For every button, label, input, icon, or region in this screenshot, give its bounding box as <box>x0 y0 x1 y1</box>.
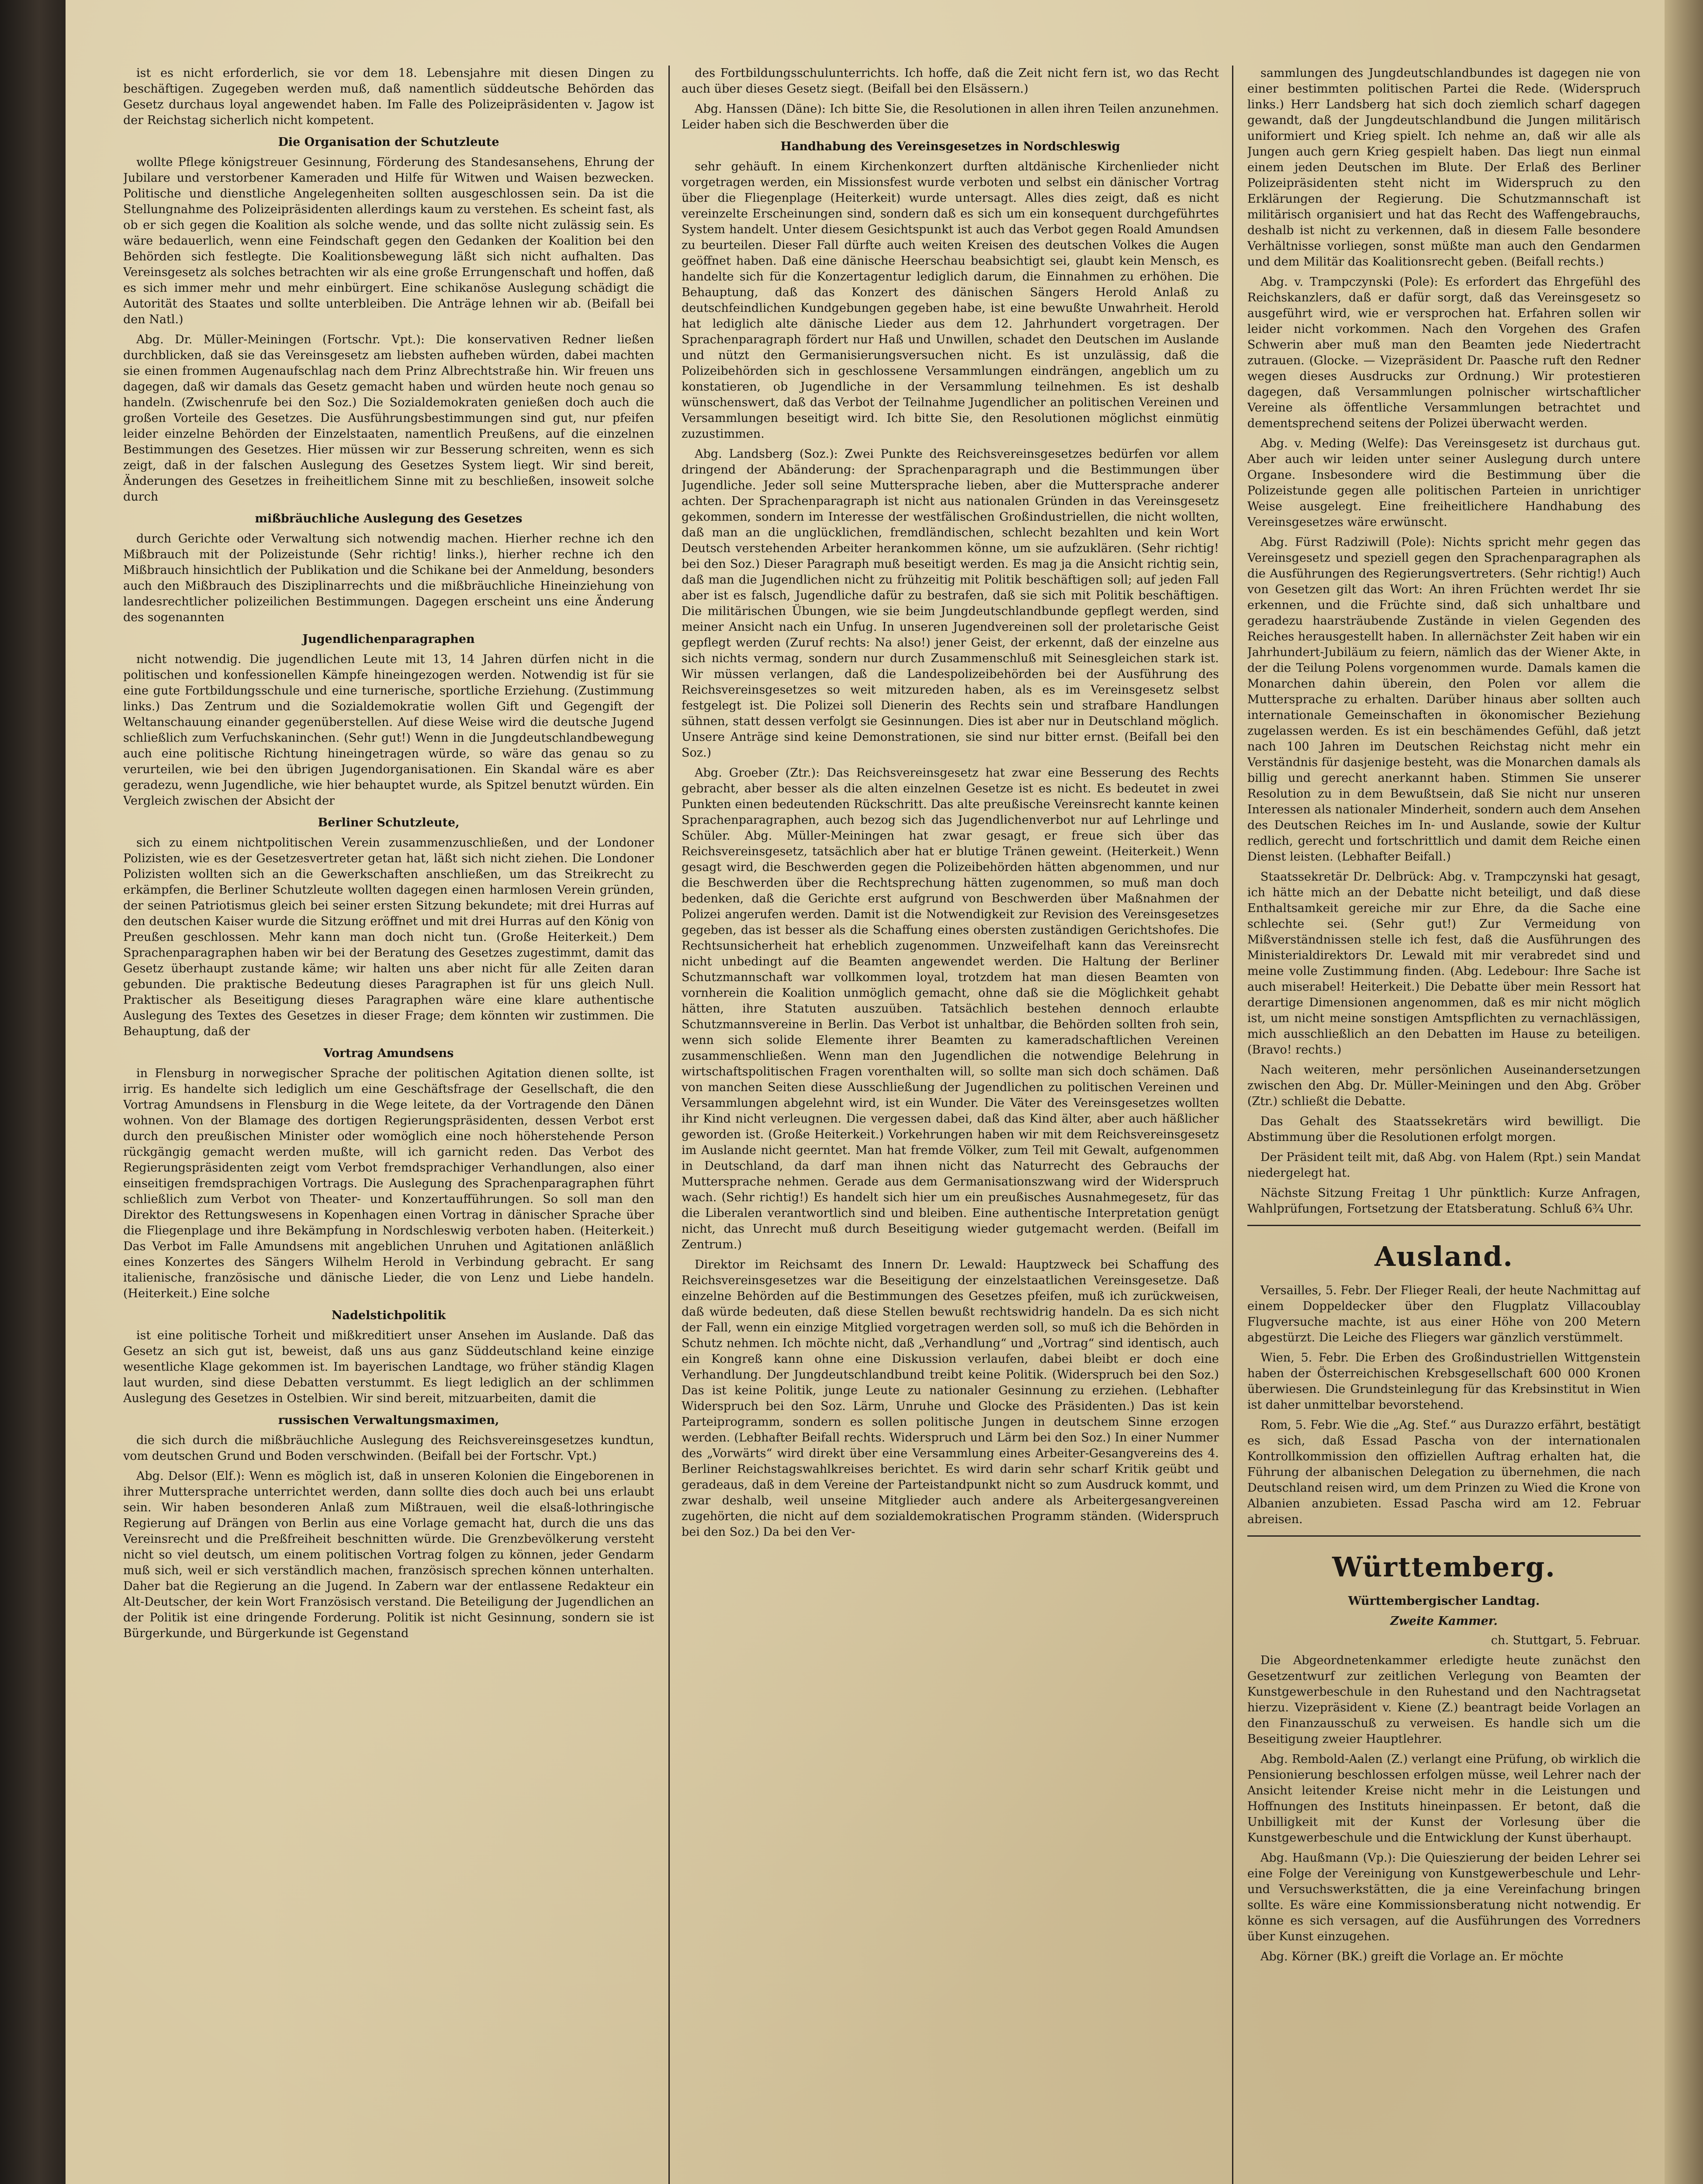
subheading: mißbräuchliche Auslegung des Gesetzes <box>255 512 523 525</box>
paragraph: sehr gehäuft. In einem Kirchenkonzert durften altdänische Kirchenlieder nicht vorgetragen werden, ein Missionsfest wurde verboten und selbst ein dänischer Vortrag über die Fliegenplage (Heiterkeit) wurde untersagt. Alles dies zeigt, daß es nicht vereinzelte Erscheinungen sind, sondern daß es sich um ein konsequent durchgeführtes System handelt. Unter diesem Gesichtspunkt ist auch das Verbot gegen Roald Amundsen zu beurteilen. Dieser Fall dürfte auch weiten Kreisen des deutschen Volkes die Augen geöffnet haben. Daß eine dänische Heerschau beabsichtigt sei, glaubt kein Mensch, es handelte sich für die Konzertagentur lediglich darum, die Einnahmen zu erhöhen. Die Behauptung, daß das Konzert des dänischen Sängers Herold Anlaß zu deutschfeindlichen Kundgebungen gegeben habe, ist eine bewußte Unwahrheit. Herold hat lediglich alte dänische Lieder aus dem 12. Jahrhundert vorgetragen. Der Sprachenparagraph fördert nur Haß und Unwillen, schadet den Deutschen im Auslande und nützt den Germanisierungsversuchen nicht. Es ist unzulässig, daß die Polizeibehörden sich in geschlossene Versammlungen eindrängen, angeblich um zu konstatieren, ob Jugendliche in der Versammlung teilnehmen. Es ist deshalb wünschenswert, daß das Verbot der Teilnahme Jugendlicher an politischen Vereinen und Versammlungen beseitigt wird. Ich bitte Sie, den Resolutionen möglichst einmütig zuzustimmen. <box>682 160 1219 441</box>
book-binding <box>0 0 66 2184</box>
paragraph: Abg. Rembold-Aalen (Z.) verlangt eine Prüfung, ob wirklich die Pensionierung beschlossen erfolgen müsse, weil Lehrer nach der Ansicht leitender Kreise nicht mehr in die Leistungen und Hoffnungen des Instituts hineinpassen. Er betont, daß die Unbilligkeit mit der Kunst der Vorlesung über die Kunstgewerbeschule und die Entwicklung der Kunst überhaupt. <box>1247 1752 1641 1845</box>
section-divider <box>1247 1225 1641 1226</box>
paragraph: Abg. Landsberg (Soz.): Zwei Punkte des Reichsvereinsgesetzes bedürfen vor allem dringend der Abänderung: der Sprachenparagraph und die Bestimmungen über Jugendliche. Jeder soll seine Muttersprache lieben, aber die Muttersprache anderer achten. Der Sprachenparagraph ist nicht aus nationalen Gründen in das Vereinsgesetz gekommen, sondern im Interesse der westfälischen Großindustriellen, die nicht wollten, daß man an die unglücklichen, fremdländischen, schlecht bezahlten und kein Wort Deutsch verstehenden Arbeiter herankommen könne, um sie aufzuklären. (Sehr richtig! bei den Soz.) Dieser Paragraph muß beseitigt werden. Es mag ja die Ansicht richtig sein, daß man die Jugendlichen nicht zu frühzeitig mit Politik beschäftigen soll; auf jeden Fall aber ist es falsch, Jugendliche dafür zu bestrafen, daß sie sich mit Politik beschäftigen. Die militärischen Übungen, wie sie beim Jungdeutschlandbunde gepflegt werden, sind meiner Ansicht nach ein Unfug. In unseren Jugendvereinen soll der proletarische Geist gepflegt werden (Zuruf rechts: Na also!) jener Geist, der erkennt, daß der einzelne aus sich nichts vermag, sondern nur durch Zusammenschluß mit Seinesgleichen stark ist. Wir müssen verlangen, daß die Landespolizeibehörden bei der Ausführung des Reichsvereinsgesetzes so weit mitzureden haben, als es im Vereinsgesetz selbst festgelegt ist. Die Polizei soll Dienerin des Rechts sein und strafbare Handlungen sühnen, statt dessen verfolgt sie Gesinnungen. Dies ist aber nur in Deutschland möglich. Unsere Anträge sind keine Demonstrationen, sie sind nur bitter ernst. (Beifall bei den Soz.) <box>682 447 1219 760</box>
subheading: Handhabung des Vereinsgesetzes in Nordschleswig <box>780 140 1120 153</box>
paragraph: Abg. Fürst Radziwill (Pole): Nichts spricht mehr gegen das Vereinsgesetz und speziell gegen den Sprachenparagraphen als die Ausführungen des Regierungsvertreters. (Sehr richtig!) Auch von Gesetzen gilt das Wort: An ihren Früchten werdet Ihr sie erkennen, und die Früchte sind, daß sich unhaltbare und geradezu haarsträubende Zustände in vielen Gegenden des Reiches herausgestellt haben. In allernächster Zeit haben wir ein Jahrhundert-Jubiläum zu feiern, nämlich das der Wiener Akte, in der die Teilung Polens vorgenommen wurde. Damals kamen die Monarchen dahin überein, den Polen vor allem die Muttersprache zu erhalten. Darüber hinaus aber sollten auch internationale Gemeinschaften in ökonomischer Beziehung zugelassen werden. Es ist ein beschämendes Gefühl, daß jetzt nach 100 Jahren im Deutschen Reichstag nicht mehr ein Verständnis für dasjenige besteht, was die Monarchen damals als billig und gerecht anerkannt haben. Stimmen Sie unserer Resolution zu in dem Bewußtsein, daß Sie nicht nur unseren Interessen als nationaler Minderheit, sondern auch dem Ansehen des Deutschen Reiches im In- und Auslande, sowie der Kultur redlich, gerecht und fortschrittlich und damit dem Reiche einen Dienst leisten. (Lebhafter Beifall.) <box>1247 536 1641 864</box>
subheading: Vortrag Amundsens <box>323 1047 454 1060</box>
paragraph: ist es nicht erforderlich, sie vor dem 18. Lebensjahre mit diesen Dingen zu beschäftigen. Zugegeben werden muß, daß namentlich süddeutsche Behörden das Gesetz durchaus loyal angewendet haben. Im Falle des Polizeipräsidenten v. Jagow ist der Reichstag sicherlich nicht kompetent. <box>123 66 654 127</box>
paragraph: Abg. v. Trampczynski (Pole): Es erfordert das Ehrgefühl des Reichskanzlers, daß er dafür sorgt, daß das Vereinsgesetz so ausgeführt wird, wie er versprochen hat. Erfahren sollen wir leider nicht vorkommen. Nach den Vorgehen des Grafen Schwerin aber muß man den Beamten jede Niedertracht zutrauen. (Glocke. — Vizepräsident Dr. Paasche ruft den Redner wegen dieses Ausdrucks zur Ordnung.) Wir protestieren dagegen, daß Versammlungen polnischer wirtschaftlicher Vereine als öffentliche Versammlungen betrachtet und dementsprechend seitens der Polizei überwacht werden. <box>1247 275 1641 430</box>
paragraph: durch Gerichte oder Verwaltung sich notwendig machen. Hierher rechne ich den Mißbrauch mit der Polizeistunde (Sehr richtig! links.), hierher rechne ich den Mißbrauch hinsichtlich der Publikation und die Schikane bei der Anmeldung, besonders auch den Mißbrauch des Disziplinarrechts und die mißbräuchliche Hineinziehung von landesrechtlicher polizeilichen Bestimmungen. Dagegen erscheint uns eine Änderung des sogenannten <box>123 532 654 624</box>
paragraph: Direktor im Reichsamt des Innern Dr. Lewald: Hauptzweck bei Schaffung des Reichsvereinsgesetzes war die Beseitigung der einzelstaatlichen Vereinsgesetze. Daß einzelne Behörden auf die Bestimmungen des Gesetzes pfeifen, muß ich zurückweisen, daß würde bedeuten, daß diese Stellen bewußt rechtswidrig handeln. Da es sich nicht der Fall, wenn ein einzige Mitglied vorgetragen werden soll, so muß ich die Behörden in Schutz nehmen. Ich möchte nicht, daß „Verhandlung“ und „Vortrag“ sind identisch, auch ein Kongreß kann ohne eine Diskussion verlaufen, dabei bleibt er doch eine Verhandlung. Der Jungdeutschlandbund treibt keine Politik. (Widerspruch bei den Soz.) Das ist keine Politik, junge Leute zu nationaler Gesinnung zu erziehen. (Lebhafter Widerspruch bei den Soz. Lärm, Unruhe und Glocke des Präsidenten.) Das ist kein Parteiprogramm, sondern es sollen politische Jungen in deutschem Sinne erzogen werden. (Lebhafter Beifall rechts. Widerspruch und Lärm bei den Soz.) In einer Nummer des „Vorwärts“ wird direkt über eine Versammlung eines Arbeiter-Gesangvereins des 4. Berliner Reichstagswahlkreises berichtet. Es wird darin sehr scharf Kritik geübt und geradeaus, daß in dem Vereine der Parteistandpunkt nicht so zum Ausdruck kommt, und zwar deshalb, weil unseine Mitglieder auch andere als Arbeitergesangvereinen zugehörten, die nicht auf dem sozialdemokratischen Programm ständen. (Widerspruch bei den Soz.) Da bei den Ver- <box>682 1258 1219 1539</box>
column-3 <box>1247 66 1641 2184</box>
paragraph: sich zu einem nichtpolitischen Verein zusammenzuschließen, und der Londoner Polizisten, wie es der Gesetzesvertreter getan hat, läßt sich nicht ziehen. Die Londoner Polizisten wollten sich an die Gewerkschaften anschließen, um das Streikrecht zu erkämpfen, die Berliner Schutzleute wollten dagegen einen harmlosen Verein gründen, der seinen Patriotismus gleich bei seiner ersten Sitzung bekundete; mit drei Hurras auf den deutschen Kaiser wurde die Sitzung eröffnet und mit drei Hurras auf den König von Preußen geschlossen. Mehr kann man doch nicht tun. (Große Heiterkeit.) Dem Sprachenparagraphen haben wir bei der Beratung des Gesetzes zugestimmt, damit das Gesetz überhaupt zustande käme; wir halten uns aber nicht für alle Zeiten daran gebunden. Die praktische Bedeutung dieses Paragraphen ist für uns gleich Null. Praktischer als Beseitigung dieses Paragraphen wäre eine klare authentische Auslegung des Textes des Gesetzes in dieser Frage; dem könnten wir zustimmen. Die Behauptung, daß der <box>123 836 654 1038</box>
paragraph: Abg. Hanssen (Däne): Ich bitte Sie, die Resolutionen in allen ihren Teilen anzunehmen. Leider haben sich die Beschwerden über die <box>682 102 1219 131</box>
section-heading-wuerttemberg: Württemberg. <box>1332 1551 1556 1583</box>
section-divider <box>1247 1535 1641 1537</box>
dateline: ch. Stuttgart, 5. Februar. <box>1491 1634 1641 1647</box>
paragraph: Das Gehalt des Staatssekretärs wird bewilligt. Die Abstimmung über die Resolutionen erfolgt morgen. <box>1247 1115 1641 1144</box>
paragraph: nicht notwendig. Die jugendlichen Leute mit 13, 14 Jahren dürfen nicht in die politischen und konfessionellen Kämpfe hineingezogen werden. Notwendig ist für sie eine gute Fortbildungsschule und eine turnerische, sportliche Erziehung. (Zustimmung links.) Das Zentrum und die Sozialdemokratie wollen Gift und Gegengift der Weltanschauung einander gegenüberstellen. Auf diese Weise wird die deutsche Jugend schließlich zum Verfuchskaninchen. (Sehr gut!) Wenn in die Jungdeutschlandbewegung auch eine politische Richtung hineingetragen würde, so wäre das genau so zu verurteilen, wie bei den übrigen Jugendorganisationen. Ein Skandal wäre es aber geradezu, wenn Jugendliche, wie hier behauptet wurde, als Spitzel benutzt würden. Ein Vergleich zwischen der Absicht der <box>123 653 654 808</box>
subheading: Die Organisation der Schutzleute <box>278 135 499 149</box>
paragraph: wollte Pflege königstreuer Gesinnung, Förderung des Standesansehens, Ehrung der Jubilare und verstorbener Kameraden und Hilfe für Witwen und Waisen bezwecken. Politische und dienstliche Angelegenheiten sollten ausgeschlossen sein. Da ist die Stellungnahme des Polizeipräsidenten allerdings kaum zu verstehen. Es scheint fast, als ob er sich gegen die Koalition als solche wende, und das sollte nicht zulässig sein. Es wäre bedauerlich, wenn eine Feindschaft gegen den Gedanken der Koalition bei den Behörden sich festlegte. Die Koalitionsbewegung läßt sich nicht aufhalten. Das Vereinsgesetz als solches betrachten wir als eine große Errungenschaft und hoffen, daß es sich immer mehr und mehr einbürgert. Eine schikanöse Auslegung schädigt die Autorität des Staates und sollte unterbleiben. Die Anträge lehnen wir ab. (Beifall bei den Natl.) <box>123 156 654 326</box>
news-item: Wien, 5. Febr. Die Erben des Großindustriellen Wittgenstein haben der Österreichischen Krebsgesellschaft 600 000 Kronen überwiesen. Die Grundsteinlegung für das Krebsinstitut in Wien ist daher unmittelbar bevorstehend. <box>1247 1351 1641 1412</box>
news-item: Rom, 5. Febr. Wie die „Ag. Stef.“ aus Durazzo erfährt, bestätigt es sich, daß Essad Pascha von der internationalen Kontrollkommission den offiziellen Auftrag erhalten hat, die Führung der albanischen Delegation zu übernehmen, die nach Deutschland reisen wird, um dem Prinzen zu Wied die Krone von Albanien anzubieten. Essad Pascha wird am 12. Februar abreisen. <box>1247 1418 1641 1526</box>
subheading: Württembergischer Landtag. <box>1348 1594 1540 1608</box>
column-1 <box>123 66 654 2184</box>
paragraph: Abg. Haußmann (Vp.): Die Quieszierung der beiden Lehrer sei eine Folge der Vereinigung von Kunstgewerbeschule und Lehr- und Versuchswerkstätten, die ja eine Vereinfachung bringen sollte. Es wäre eine Kommissionsberatung nicht notwendig. Er könne es sich versagen, auf die Ausführungen des Vorredners über Kunst einzugehen. <box>1247 1851 1641 1943</box>
subheading: Jugendlichenparagraphen <box>302 632 475 646</box>
paragraph: ist eine politische Torheit und mißkreditiert unser Ansehen im Auslande. Daß das Gesetz an sich gut ist, beweist, daß uns aus ganz Süddeutschland keine einzige wesentliche Klage gekommen ist. Im bayerischen Landtage, wo früher ständig Klagen laut wurden, sind diese Debatten verstummt. Es liegt lediglich an der schlimmen Auslegung des Gesetzes in Ostelbien. Wir sind bereit, mitzuarbeiten, damit die <box>123 1329 654 1405</box>
column-2 <box>682 66 1219 2184</box>
paragraph: in Flensburg in norwegischer Sprache der politischen Agitation dienen sollte, ist irrig. Es handelte sich lediglich um eine Geschäftsfrage der Gesellschaft, die den Vortrag Amundsens in Flensburg in die Wege leitete, da der Vortragende den Dänen wohnen. Von der Blamage des dortigen Regierungspräsidenten, dessen Verbot erst durch den preußischen Minister oder womöglich eine noch höherstehende Person rückgängig gemacht werden mußte, will ich garnicht reden. Das Verbot des Regierungspräsidenten zeigt vom Verbot fremdsprachiger Verhandlungen, also einer einseitigen fremdsprachigen Vortrags. Die Auslegung des Sprachenparagraphen führt schließlich zum Verbot von Theater- und Konzertaufführungen. So soll man den Direktor des Rettungswesens in Kopenhagen einen Vortrag in dänischer Sprache über die Fliegenplage und ihre Bekämpfung in Nordschleswig verboten haben. (Heiterkeit.) Das Verbot im Falle Amundsens mit angeblichen Unruhen und Agitationen anläßlich eines Konzertes des Sängers Wilhelm Herold in Verbindung gebracht. Er sang italienische, französische und dänische Lieder, die von Lenz und Liebe handeln. (Heiterkeit.) Eine solche <box>123 1067 654 1300</box>
paragraph: Nächste Sitzung Freitag 1 Uhr pünktlich: Kurze Anfragen, Wahlprüfungen, Fortsetzung der Etatsberatung. Schluß 6¾ Uhr. <box>1247 1186 1641 1216</box>
column-rule-2 <box>1232 66 1233 2184</box>
paragraph: Abg. Dr. Müller-Meiningen (Fortschr. Vpt.): Die konservativen Redner ließen durchblicken, daß sie das Vereinsgesetz am liebsten aufheben würden, dabei machten sie einen frommen Augenaufschlag nach dem Prinz Albrechtstraße hin. Wir freuen uns dagegen, daß wir damals das Gesetz gemacht haben und würden heute noch genau so handeln. (Zwischenrufe bei den Soz.) Die Sozialdemokraten genießen doch auch die großen Vorteile des Gesetzes. Die Ausführungsbestimmungen sind gut, nur pfeifen leider einzelne Behörden der Einzelstaaten, namentlich Preußens, auf die einzelnen Bestimmungen des Gesetzes. Hier müssen wir zur Besserung schreiten, wenn es sich zeigt, daß in der falschen Auslegung des Gesetzes System liegt. Wir sind bereit, Änderungen des Gesetzes in freiheitlichem Sinne mit zu beschließen, insoweit solche durch <box>123 333 654 504</box>
paragraph: Der Präsident teilt mit, daß Abg. von Halem (Rpt.) sein Mandat niedergelegt hat. <box>1247 1151 1641 1180</box>
page-edge <box>1665 0 1703 2184</box>
subheading: Berliner Schutzleute, <box>318 816 460 829</box>
subheading: russischen Verwaltungsmaximen, <box>278 1413 499 1427</box>
paragraph: sammlungen des Jungdeutschlandbundes ist dagegen nie von einer bestimmten politischen Partei die Rede. (Widerspruch links.) Herr Landsberg hat sich doch ziemlich scharf dagegen gewandt, daß der Jungdeutschlandbund die Jungen militärisch uniformiert und Krieg spielt. Ich nehme an, daß wir alle als Jungen auch gern Krieg gespielt haben. Das liegt nun einmal einem jeden Deutschen im Blute. Der Erlaß des Berliner Polizeipräsidenten steht nicht im Widerspruch zu den Erklärungen der Regierung. Die Schutzmannschaft ist militärisch organisiert und hat das Recht des Waffengebrauchs, deshalb ist nicht zu verkennen, daß in diesem Falle besondere Verhältnisse vorliegen, sonst müßte man auch den Gendarmen und dem Militär das Koalitionsrecht geben. (Beifall rechts.) <box>1247 66 1641 269</box>
paragraph: Die Abgeordnetenkammer erledigte heute zunächst den Gesetzentwurf zur zeitlichen Verlegung von Beamten der Kunstgewerbeschule in den Ruhestand und den Nachtragsetat hierzu. Vizepräsident v. Kiene (Z.) beantragt beide Vorlagen an den Finanzausschuß zu verweisen. Es handle sich um die Beseitigung zweier Hauptlehrer. <box>1247 1654 1641 1746</box>
section-heading-ausland: Ausland. <box>1374 1241 1513 1272</box>
paragraph: Abg. Groeber (Ztr.): Das Reichsvereinsgesetz hat zwar eine Besserung des Rechts gebracht, aber besser als die alten einzelnen Gesetze ist es nicht. Es bedeutet in zwei Punkten einen bedeutenden Rückschritt. Das alte preußische Vereinsrecht kannte keinen Sprachenparagraphen, auch bezog sich das Jugendlichenverbot nur auf Lehrlinge und Schüler. Abg. Müller-Meiningen hat zwar gesagt, er freue sich über das Reichsvereinsgesetz, tatsächlich aber hat er blutige Tränen geweint. (Heiterkeit.) Wenn gesagt wird, die Beschwerden gegen die Polizeibehörden hätten abgenommen, und nur die Beschwerden über die Rechtsprechung hätten zugenommen, so muß man doch bedenken, daß die Gerichte erst aufgrund von Beschwerden über Maßnahmen der Polizei angerufen werden. Damit ist die Notwendigkeit zur Revision des Vereinsgesetzes gegeben, das ist besser als die Schaffung eines obersten zuständigen Gerichtshofes. Die Rechtsunsicherheit hat erheblich zugenommen. Unzweifelhaft kann das Vereinsrecht nicht unbedingt auf die Beamten angewendet werden. Die Haltung der Berliner Schutzmannschaft war vollkommen loyal, trotzdem hat man diesen Beamten von vornherein die Koalition unmöglich gemacht, ohne daß sie die Möglichkeit gehabt hätten, ihre Statuten auszuüben. Tatsächlich bestehen dennoch erlaubte Schutzmannsvereine in Berlin. Das Verbot ist unhaltbar, die Behörden sollten froh sein, wenn sich solide Elemente ihrer Beamten zu kameradschaftlichen Vereinen zusammenschließen. Wenn man den Jugendlichen die notwendige Belehrung in wirtschaftspolitischen Fragen vorenthalten will, so sollte man sich doch schämen. Daß von manchen Seiten diese Ausschließung der Jugendlichen zu politischen Vereinen und Versammlungen abgelehnt wird, ist ein Wunder. Die Väter des Vereinsgesetzes wollten ihr Kind nicht verleugnen. Die vergessen dabei, daß das Kind älter, aber auch häßlicher geworden ist. (Große Heiterkeit.) Vorkehrungen haben wir mit dem Reichsvereinsgesetz im Auslande nicht geerntet. Man hat fremde Völker, zum Teil mit Gewalt, aufgenommen in Deutschland, da darf man ihnen nicht das Naturrecht des Gebrauchs der Muttersprache nehmen. Gerade aus dem Germanisationszwang wird der Widerspruch wach. (Sehr richtig!) Es handelt sich hier um ein preußisches Ausnahmegesetz, für das die Liberalen verantwortlich sind und bleiben. Eine authentische Interpretation genügt nicht, das Unrecht muß durch Beseitigung wieder gutgemacht werden. (Beifall im Zentrum.) <box>682 766 1219 1251</box>
paragraph: Abg. v. Meding (Welfe): Das Vereinsgesetz ist durchaus gut. Aber auch wir leiden unter seiner Auslegung durch untere Organe. Insbesondere wird die Bestimmung über die Polizeistunde gegen alle politischen Parteien in unrichtiger Weise ausgelegt. Eine freiheitlichere Handhabung des Vereinsgesetzes wäre erwünscht. <box>1247 437 1641 529</box>
subheading: Nadelstichpolitik <box>331 1309 446 1322</box>
paragraph: Staatssekretär Dr. Delbrück: Abg. v. Trampczynski hat gesagt, ich hätte mich an der Debatte nicht beteiligt, und daß diese Enthaltsamkeit gereiche mir zur Ehre, da die Sache eine schlechte sei. (Sehr gut!) Zur Vermeidung von Mißverständnissen stelle ich fest, daß die Ausführungen des Ministerialdirektors Dr. Lewald mit mir verabredet sind und meine volle Zustimmung finden. (Abg. Ledebour: Ihre Sache ist auch miserabel! Heiterkeit.) Die Debatte über mein Ressort hat derartige Dimensionen angenommen, daß es mir nicht möglich ist, um nicht meine sonstigen Amtspflichten zu vernachlässigen, mich ausschließlich an den Debatten im Hause zu beteiligen. (Bravo! rechts.) <box>1247 870 1641 1057</box>
paragraph: die sich durch die mißbräuchliche Auslegung des Reichsvereinsgesetzes kundtun, vom deutschen Grund und Boden verschwinden. (Beifall bei der Fortschr. Vpt.) <box>123 1434 654 1463</box>
paragraph: des Fortbildungsschulunterrichts. Ich hoffe, daß die Zeit nicht fern ist, wo das Recht auch über dieses Gesetz siegt. (Beifall bei den Elsässern.) <box>682 66 1219 96</box>
paragraph: Nach weiteren, mehr persönlichen Auseinandersetzungen zwischen den Abg. Dr. Müller-Meiningen und den Abg. Gröber (Ztr.) schließt die Debatte. <box>1247 1063 1641 1108</box>
paragraph: Abg. Körner (BK.) greift die Vorlage an. Er möchte <box>1260 1950 1564 1963</box>
news-item: Versailles, 5. Febr. Der Flieger Reali, der heute Nachmittag auf einem Doppeldecker über den Flugplatz Villacoublay Flugversuche machte, ist aus einer Höhe von 200 Metern abgestürzt. Die Leiche des Fliegers war gänzlich verstümmelt. <box>1247 1284 1641 1344</box>
subheading: Zweite Kammer. <box>1390 1614 1498 1628</box>
column-rule-1 <box>668 66 670 2184</box>
paragraph: Abg. Delsor (Elf.): Wenn es möglich ist, daß in unseren Kolonien die Eingeborenen in ihrer Muttersprache unterrichtet werden, dann sollte dies doch auch bei uns erlaubt sein. Wir haben besonderen Anlaß zum Mißtrauen, weil die elsaß-lothringische Regierung auf Drängen von Berlin aus eine Vorlage gemacht hat, durch die uns das Vereinsrecht und die Preßfreiheit beschnitten würde. Die Grenzbevölkerung versteht nicht so viel deutsch, um einem politischen Vortrag folgen zu können, jeder Gendarm muß sich, weil er sich verständlich machen, französisch sprechen können unterhalten. Daher bat die Regierung an die Jugend. In Zabern war der entlassene Redakteur ein Alt-Deutscher, der kein Wort Französisch verstand. Die Beteiligung der Jugendlichen an der Politik ist eine dringende Forderung. Politik ist nicht Gesinnung, sondern sie ist Bürgerkunde, und Bürgerkunde ist Gegenstand <box>123 1469 654 1640</box>
